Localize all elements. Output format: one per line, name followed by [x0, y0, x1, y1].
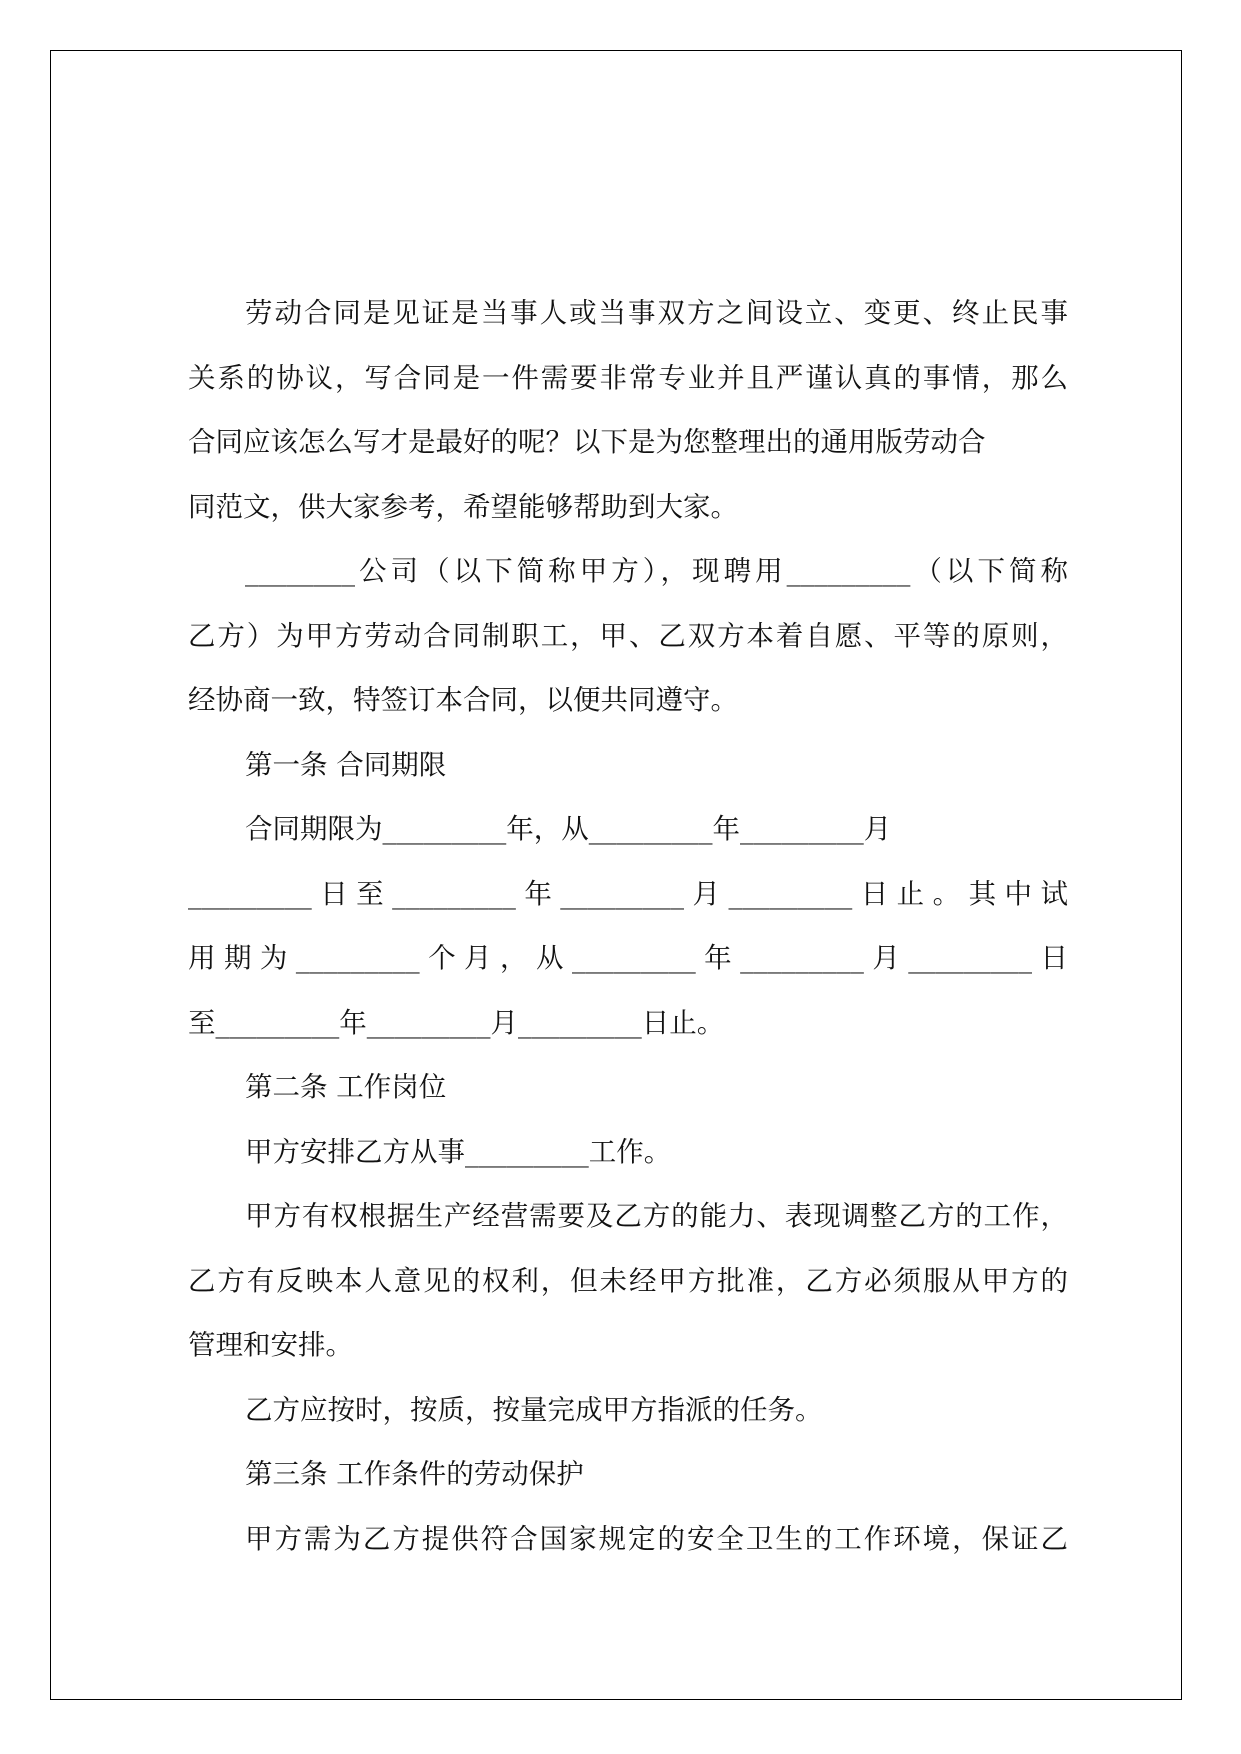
- text-line: 甲方安排乙方从事_________工作。: [245, 1135, 672, 1168]
- text-line: 乙方）为甲方劳动合同制职工，甲、乙双方本着自愿、平等的原则，: [188, 619, 1068, 652]
- text-line: 甲方需为乙方提供符合国家规定的安全卫生的工作环境，保证乙: [245, 1522, 1068, 1555]
- text-line: 合同应该怎么写才是最好的呢？以下是为您整理出的通用版劳动合: [188, 426, 986, 458]
- text-line: 甲方有权根据生产经营需要及乙方的能力、表现调整乙方的工作，: [245, 1200, 1068, 1232]
- text-line: 用期为_________个月，从_________年_________月_________日: [188, 942, 1068, 974]
- section-heading: 第三条 工作条件的劳动保护: [245, 1458, 584, 1490]
- text-line: 劳动合同是见证是当事人或当事双方之间设立、变更、终止民事: [245, 297, 1068, 329]
- text-line: 同范文，供大家参考，希望能够帮助到大家。: [188, 490, 738, 523]
- text-line: 至_________年_________月_________日止。: [188, 1006, 725, 1039]
- section-heading: 第二条 工作岗位: [245, 1071, 447, 1103]
- text-line: _________日至_________年_________月_________日止。其中试: [188, 877, 1068, 910]
- text-line: 乙方有反映本人意见的权利，但未经甲方批准，乙方必须服从甲方的: [188, 1264, 1068, 1297]
- text-line: 乙方应按时，按质，按量完成甲方指派的任务。: [245, 1393, 823, 1426]
- text-line: 合同期限为_________年，从_________年_________月: [245, 813, 892, 845]
- text-line: 关系的协议，写合同是一件需要非常专业并且严谨认真的事情，那么: [188, 361, 1068, 394]
- contract-body: [188, 281, 1068, 1571]
- text-line: 经协商一致，特签订本合同，以便共同遵守。: [188, 684, 738, 716]
- text-line: 管理和安排。: [188, 1329, 353, 1361]
- text-line: ________公司（以下简称甲方），现聘用_________（以下简称: [245, 555, 1068, 587]
- section-heading: 第一条 合同期限: [245, 748, 447, 781]
